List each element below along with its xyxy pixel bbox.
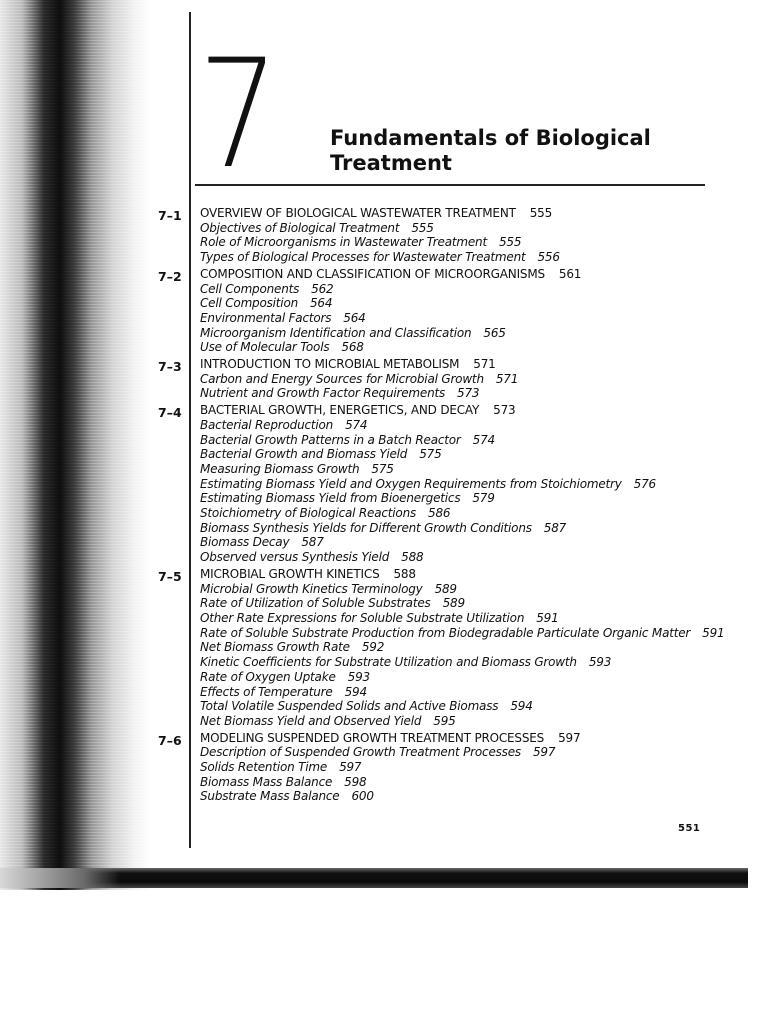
entry-title: Carbon and Energy Sources for Microbial Growth (200, 371, 484, 386)
entry-page: 587 (543, 520, 567, 535)
toc-section (0, 357, 768, 401)
toc-entry[interactable] (200, 550, 768, 565)
entry-page: 594 (344, 684, 367, 699)
section-title: COMPOSITION AND CLASSIFICATION OF MICROORGANISMS (200, 266, 545, 281)
toc-entry[interactable] (200, 745, 768, 760)
toc-entry[interactable] (200, 640, 768, 655)
section-page: 588 (393, 566, 416, 581)
entry-title: Description of Suspended Growth Treatment Processes (200, 745, 521, 760)
table-of-contents (0, 206, 768, 806)
toc-entry[interactable] (200, 714, 768, 729)
entry-title: Stoichiometry of Biological Reactions (200, 506, 417, 521)
toc-section (0, 567, 768, 729)
toc-section (0, 731, 768, 805)
toc-entry[interactable] (200, 626, 768, 641)
section-page: 555 (529, 206, 553, 220)
section-number: 7–4 (158, 405, 182, 421)
entry-page: 565 (483, 325, 506, 340)
entry-page: 591 (536, 610, 559, 625)
entry-title: Microbial Growth Kinetics Terminology (200, 581, 423, 596)
entry-page: 573 (457, 386, 480, 401)
toc-entry[interactable] (200, 760, 768, 775)
toc-entry[interactable] (200, 506, 768, 521)
entry-page: 598 (344, 774, 367, 789)
entry-page: 562 (311, 281, 334, 296)
toc-entry[interactable] (200, 221, 768, 236)
entry-title: Cell Components (200, 281, 300, 296)
toc-entry[interactable] (200, 535, 768, 550)
entry-page: 555 (411, 220, 434, 235)
entry-page: 575 (371, 461, 394, 476)
toc-entry[interactable] (200, 433, 768, 448)
entry-title: Kinetic Coefficients for Substrate Utilization and Biomass Growth (200, 655, 577, 670)
entry-page: 597 (339, 760, 362, 775)
entry-title: Use of Molecular Tools (200, 340, 330, 355)
toc-entry[interactable] (200, 655, 768, 670)
entry-title: Observed versus Synthesis Yield (200, 550, 390, 565)
entry-page: 600 (351, 789, 374, 804)
toc-entry[interactable] (200, 282, 768, 297)
section-heading[interactable] (200, 731, 768, 746)
entry-page: 589 (434, 581, 457, 596)
entry-title: Microorganism Identification and Classification (200, 325, 472, 340)
page-number: 551 (678, 823, 701, 834)
toc-entry[interactable] (200, 775, 768, 790)
toc-entry[interactable] (200, 447, 768, 462)
section-page: 597 (558, 730, 581, 745)
entry-title: Role of Microorganisms in Wastewater Treatment (200, 235, 487, 250)
toc-section (0, 403, 768, 565)
entry-title: Environmental Factors (200, 310, 332, 325)
page-bottom-edge (0, 868, 748, 888)
entry-page: 568 (341, 340, 364, 355)
entry-title: Estimating Biomass Yield and Oxygen Requirements from Stoichiometry (200, 476, 622, 491)
toc-entry[interactable] (200, 340, 768, 355)
chapter-number: 7 (198, 28, 276, 202)
toc-entry[interactable] (200, 372, 768, 387)
entry-title: Nutrient and Growth Factor Requirements (200, 386, 446, 401)
section-page: 561 (558, 266, 582, 281)
toc-section (0, 206, 768, 265)
entry-page: 579 (472, 491, 495, 506)
entry-title: Measuring Biomass Growth (200, 461, 360, 476)
entry-page: 587 (301, 535, 324, 550)
section-heading[interactable] (200, 403, 768, 418)
entry-page: 574 (345, 417, 368, 432)
section-title: INTRODUCTION TO MICROBIAL METABOLISM (200, 357, 460, 372)
entry-title: Objectives of Biological Treatment (200, 220, 400, 235)
entry-page: 588 (401, 550, 424, 565)
toc-entry[interactable] (200, 582, 768, 597)
section-heading[interactable] (200, 267, 768, 282)
entry-page: 593 (347, 669, 370, 684)
section-heading[interactable] (200, 567, 768, 582)
section-page: 573 (493, 403, 516, 418)
entry-title: Types of Biological Processes for Wastewater Treatment (200, 250, 526, 265)
entry-title: Estimating Biomass Yield from Bioenergetics (200, 491, 461, 506)
entry-title: Effects of Temperature (200, 684, 333, 699)
toc-entry[interactable] (200, 462, 768, 477)
entry-page: 594 (510, 699, 533, 714)
entry-page: 597 (532, 745, 556, 760)
entry-title: Bacterial Growth Patterns in a Batch Reactor (200, 432, 461, 447)
section-heading[interactable] (200, 206, 768, 221)
toc-entry[interactable] (200, 789, 768, 804)
toc-entry[interactable] (200, 296, 768, 311)
entry-title: Cell Composition (200, 296, 298, 311)
entry-title: Rate of Utilization of Soluble Substrates (200, 596, 431, 611)
section-number: 7–5 (158, 568, 182, 584)
section-number: 7–2 (158, 268, 182, 284)
entry-page: 556 (537, 250, 560, 265)
entry-page: 595 (433, 713, 456, 728)
section-number: 7–6 (158, 732, 182, 748)
entry-page: 571 (495, 371, 519, 386)
section-title: BACTERIAL GROWTH, ENERGETICS, AND DECAY (200, 403, 480, 418)
section-page: 571 (473, 357, 496, 372)
entry-title: Rate of Soluble Substrate Production from Biodegradable Particulate Organic Matter (200, 625, 691, 640)
entry-title: Rate of Oxygen Uptake (200, 669, 336, 684)
toc-entry[interactable] (200, 491, 768, 506)
toc-entry[interactable] (200, 418, 768, 433)
section-title: MODELING SUSPENDED GROWTH TREATMENT PROCESSES (200, 730, 545, 745)
entry-page: 575 (419, 447, 442, 462)
entry-page: 564 (343, 310, 366, 325)
toc-entry[interactable] (200, 311, 768, 326)
chapter-title-line1: Fundamentals of Biological (330, 126, 651, 150)
entry-page: 592 (361, 640, 385, 655)
section-number: 7–3 (158, 359, 182, 375)
entry-title: Substrate Mass Balance (200, 789, 340, 804)
toc-entry[interactable] (200, 386, 768, 401)
toc-entry[interactable] (200, 326, 768, 341)
entry-title: Biomass Decay (200, 535, 290, 550)
toc-entry[interactable] (200, 477, 768, 492)
toc-entry[interactable] (200, 250, 768, 265)
section-number: 7–1 (158, 208, 182, 223)
chapter-title (330, 126, 700, 176)
entry-page: 576 (633, 476, 656, 491)
toc-entry[interactable] (200, 596, 768, 611)
entry-title: Net Biomass Yield and Observed Yield (200, 713, 422, 728)
toc-entry[interactable] (200, 235, 768, 250)
section-title: OVERVIEW OF BIOLOGICAL WASTEWATER TREATMENT (200, 206, 516, 220)
section-heading[interactable] (200, 357, 768, 372)
toc-entry[interactable] (200, 685, 768, 700)
entry-page: 564 (310, 296, 333, 311)
entry-page: 591 (702, 625, 725, 640)
entry-title: Bacterial Growth and Biomass Yield (200, 447, 408, 462)
toc-entry[interactable] (200, 699, 768, 714)
entry-title: Solids Retention Time (200, 760, 328, 775)
entry-page: 574 (472, 432, 495, 447)
entry-title: Net Biomass Growth Rate (200, 640, 350, 655)
toc-entry[interactable] (200, 670, 768, 685)
toc-entry[interactable] (200, 611, 768, 626)
entry-title: Biomass Synthesis Yields for Different Growth Conditions (200, 520, 532, 535)
toc-entry[interactable] (200, 521, 768, 536)
entry-title: Biomass Mass Balance (200, 774, 333, 789)
entry-title: Bacterial Reproduction (200, 417, 334, 432)
toc-section (0, 267, 768, 355)
chapter-title-line2: Treatment (330, 151, 452, 175)
entry-page: 555 (498, 235, 522, 250)
section-title: MICROBIAL GROWTH KINETICS (200, 566, 380, 581)
entry-title: Other Rate Expressions for Soluble Substrate Utilization (200, 610, 525, 625)
entry-page: 586 (428, 506, 451, 521)
entry-page: 589 (442, 596, 465, 611)
entry-title: Total Volatile Suspended Solids and Active Biomass (200, 699, 499, 714)
entry-page: 593 (588, 655, 612, 670)
